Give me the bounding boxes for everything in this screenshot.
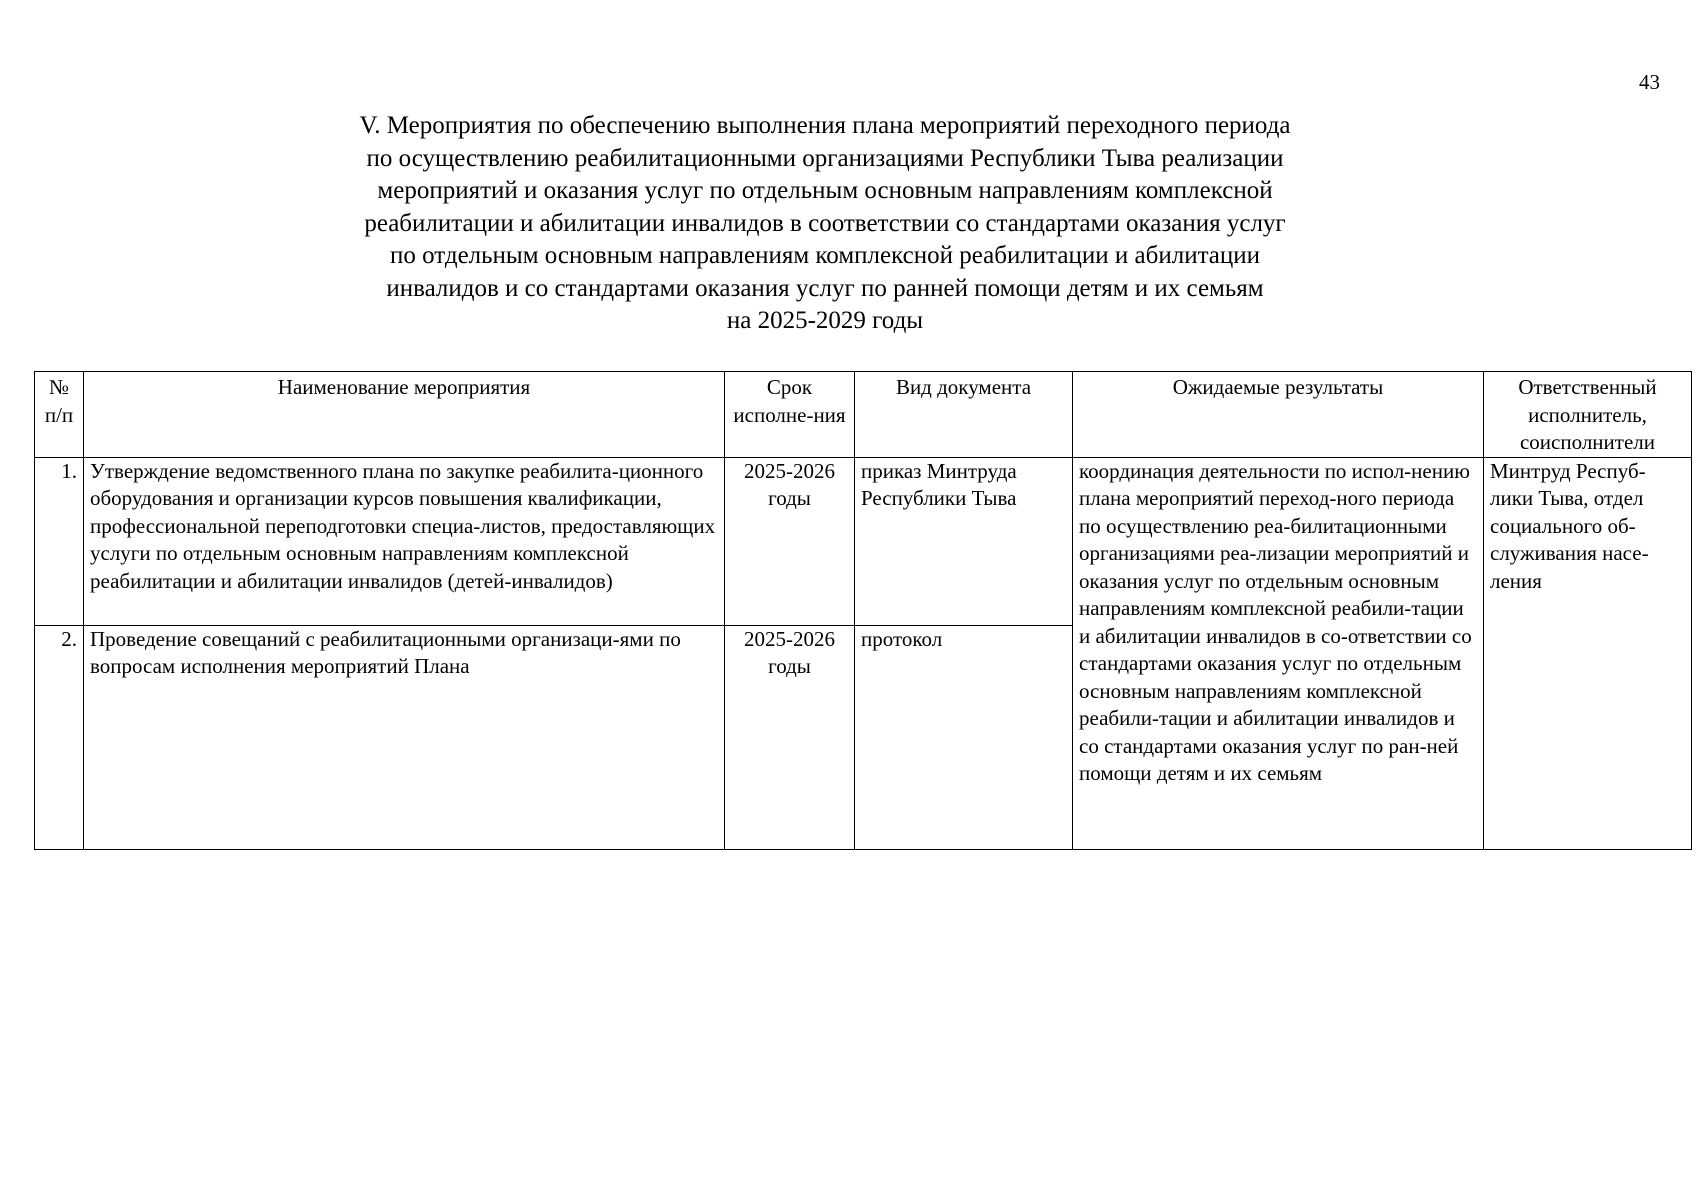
row-result: координация деятельности по испол-нению плана мероприятий переход-ного периода по осуществлению реа-билитационными организациями реа-лизации мероприятий и оказания услуг по отдельным основным направлениям комплексной реабили-тации и абилитации инвалидов в со-ответствии со стандартами оказания услуг по отдельным основным направлениям комплексной реабили-тации и абилитации инвалидов и со стандартами оказания услуг по ран-ней помощи детям и их семьям xyxy=(1073,457,1484,849)
header-responsible: Ответственный исполнитель, соисполнители xyxy=(1484,372,1692,458)
header-name: Наименование мероприятия xyxy=(84,372,725,458)
title-line: V. Мероприятия по обеспечению выполнения плана мероприятий переходного периода xyxy=(359,112,1291,139)
title-line: по отдельным основным направлениям комплексной реабилитации и абилитации xyxy=(389,242,1261,269)
row-term: 2025-2026 годы xyxy=(725,457,855,625)
title-line: по осуществлению реабилитационными организациями Республики Тыва реализации xyxy=(366,144,1284,172)
table-row xyxy=(35,457,1692,625)
header-term: Срок исполне-ния xyxy=(725,372,855,458)
table-header-row xyxy=(35,372,1692,458)
row-num: 1. xyxy=(35,457,84,625)
header-num: № п/п xyxy=(35,372,84,458)
title-line: реабилитации и абилитации инвалидов в соответствии со стандартами оказания услуг xyxy=(364,209,1286,237)
header-doc: Вид документа xyxy=(855,372,1073,458)
section-title xyxy=(250,110,1400,338)
row-term: 2025-2026 годы xyxy=(725,625,855,849)
title-line: на 2025-2029 годы xyxy=(726,307,924,334)
row-responsible: Минтруд Респуб-лики Тыва, отдел социального об-служивания насе-ления xyxy=(1484,457,1692,849)
row-num: 2. xyxy=(35,625,84,849)
row-doc: протокол xyxy=(855,625,1073,849)
row-name: Проведение совещаний с реабилитационными организаци-ями по вопросам исполнения мероприятий Плана xyxy=(84,625,725,849)
title-line: мероприятий и оказания услуг по отдельным основным направлениям комплексной xyxy=(377,177,1273,204)
row-doc: приказ Минтруда Республики Тыва xyxy=(855,457,1073,625)
plan-table xyxy=(34,371,1692,850)
page-number: 43 xyxy=(1639,70,1660,94)
header-result: Ожидаемые результаты xyxy=(1073,372,1484,458)
title-line: инвалидов и со стандартами оказания услуг по ранней помощи детям и их семьям xyxy=(386,274,1264,302)
row-name: Утверждение ведомственного плана по закупке реабилита-ционного оборудования и организации курсов повышения квалификации, профессиональной переподготовки специа-листов, предоставляющих услуги по отдельным основным направлениям комплексной реабилитации и абилитации инвалидов (детей-инвалидов) xyxy=(84,457,725,625)
